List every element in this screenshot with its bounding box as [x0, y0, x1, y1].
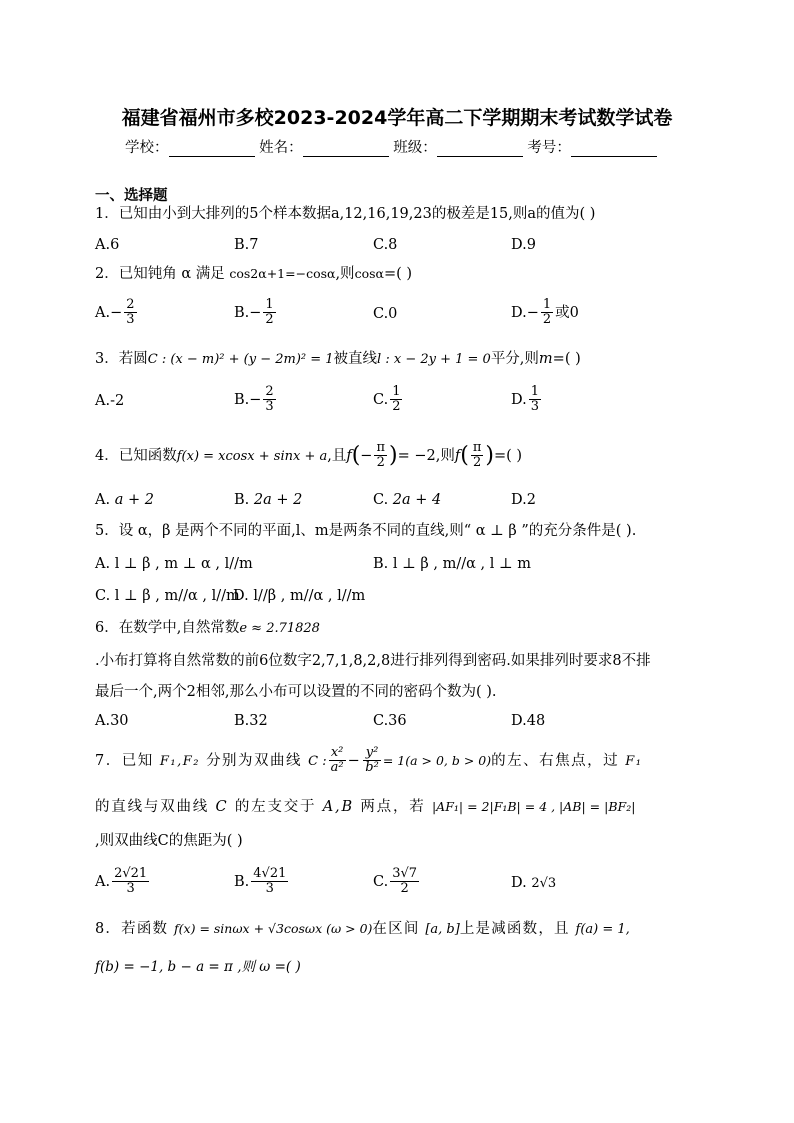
option-label: B. — [234, 873, 250, 890]
q2-formula: cos2α+1=−cosα — [229, 266, 336, 281]
exam-title: 福建省福州市多校2023-2024学年高二下学期期末考试数学试卷 — [121, 107, 673, 129]
fraction — [390, 867, 419, 897]
q7-formula: F₁,F₂ — [159, 753, 200, 769]
question-3-stem — [95, 352, 581, 367]
fraction — [124, 298, 136, 328]
option-label: C. — [373, 873, 389, 890]
q7-formula: |AF₁| = 2|F₁B| = 4 , |AB| = |BF₂| — [431, 799, 636, 814]
q1-option-b: B.7 — [234, 237, 259, 253]
q3-formula: C : (x − m)² + (y − 2m)² = 1 — [147, 352, 334, 367]
fraction — [374, 441, 387, 471]
q2-text: 2．已知钝角 α 满足 — [95, 266, 225, 282]
question-7-line2 — [95, 800, 635, 815]
numerator: 1 — [542, 297, 552, 312]
denominator: 2 — [376, 455, 385, 471]
number-blank[interactable] — [571, 140, 657, 157]
q4-option-c — [373, 493, 441, 508]
q3-option-a: A.-2 — [95, 393, 125, 409]
fraction — [529, 385, 541, 415]
number-label: 考号： — [527, 140, 571, 156]
fraction — [363, 746, 381, 776]
q6-option-b: B.32 — [234, 713, 268, 729]
class-label: 班级： — [393, 140, 437, 156]
numerator: 2√21 — [114, 866, 148, 881]
option-formula: 2a + 2 — [253, 492, 303, 508]
denominator: 2 — [392, 399, 401, 415]
numerator: 1 — [265, 297, 274, 312]
question-7-line3: ,则双曲线C的焦距为( ) — [95, 833, 243, 849]
q7-option-b — [234, 867, 290, 897]
q2-option-d: D.− $\frac{1}{2}$ 或0 — [511, 297, 579, 328]
denominator: 3 — [530, 399, 539, 415]
numerator: 1 — [392, 384, 401, 399]
q3-option-c — [373, 385, 404, 415]
q4-text: 4．已知函数 — [95, 447, 177, 464]
q2-option-a: A.− $\frac{2}{3}$ — [95, 297, 135, 328]
question-4-stem: 4．已知函数f(x) = xcosx + sinx + a,且f(− $\frac{\pi}{2}$ )= −2,则f( $\frac{\pi}{2}$ )=( ) — [95, 440, 523, 471]
q7-formula: F₁ — [625, 753, 643, 769]
option-label: B. — [234, 304, 250, 321]
q3-formula: l : x − 2y + 1 = 0 — [377, 352, 491, 367]
denominator: b² — [365, 760, 379, 776]
q1-option-c: C.8 — [373, 237, 398, 253]
q7-text: 的左、右焦点，过 — [491, 752, 620, 769]
q6-text: 6．在数学中,自然常数 — [95, 620, 240, 636]
fraction — [329, 746, 346, 776]
q7-formula: = 1(a > 0, b > 0) — [382, 752, 492, 768]
q7-formula: − — [347, 752, 362, 769]
q7-text: 两点，若 — [360, 799, 426, 815]
denominator: 3 — [265, 399, 274, 415]
school-label: 学校： — [125, 140, 169, 156]
q5-option-c: C. l ⊥ β , m//α , l//m — [95, 588, 240, 604]
numerator: x² — [329, 746, 346, 761]
question-7-line1 — [95, 746, 642, 776]
q3-option-d — [511, 385, 543, 415]
name-label: 姓名： — [259, 140, 303, 156]
school-blank[interactable] — [169, 140, 255, 157]
q4-formula: f(x) = xcosx + sinx + a — [176, 448, 328, 464]
numerator: 2 — [265, 384, 274, 399]
denominator: 3 — [126, 312, 135, 328]
q2-formula: cosα — [354, 266, 384, 281]
numerator: 1 — [530, 384, 539, 399]
q8-text: 在区间 — [372, 921, 420, 937]
q4-text: ,且 — [327, 447, 347, 464]
q8-text: 8．若函数 — [95, 921, 169, 937]
option-label: A. — [95, 304, 111, 321]
question-6-line3: 最后一个,两个2相邻,那么小布可以设置的不同的密码个数为( ). — [95, 684, 497, 700]
q3-text: 3．若圆 — [95, 351, 148, 367]
denominator: 3 — [265, 881, 274, 897]
q8-formula: f(x) = sinωx + √3cosωx (ω > 0) — [174, 921, 373, 936]
q4-text: ,则 — [435, 447, 455, 464]
name-blank[interactable] — [303, 140, 389, 157]
denominator: 3 — [126, 881, 135, 897]
fraction — [390, 385, 402, 415]
q7-option-d — [511, 876, 556, 891]
fraction — [251, 867, 288, 897]
q7-text: 分别为双曲线 — [206, 752, 303, 769]
question-5-stem: 5．设 α，β 是两个不同的平面,l、m是两条不同的直线,则“ α ⊥ β ”的充分条件是( ). — [95, 523, 637, 539]
option-label: B. — [234, 492, 250, 508]
q5-option-d: D. l//β , m//α , l//m — [233, 588, 366, 604]
q4-formula: = −2 — [397, 447, 436, 464]
option-label: A. — [95, 492, 111, 508]
q7-option-a — [95, 867, 151, 897]
q7-text: 的左支交于 — [234, 799, 317, 815]
q8-text: 上是减函数，且 — [459, 921, 570, 937]
q7-var: C — [215, 799, 229, 815]
question-6-stem — [95, 621, 320, 636]
denominator: 2 — [542, 312, 552, 328]
q8-formula: [a, b] — [425, 922, 460, 937]
fraction — [471, 441, 484, 471]
option-label: D. — [511, 391, 527, 408]
numerator: π — [472, 440, 482, 455]
q3-text: =( ) — [552, 351, 581, 367]
q2-text: =( ) — [383, 266, 413, 282]
option-label: B. — [234, 391, 250, 408]
question-2-stem — [95, 267, 412, 282]
q6-option-a: A.30 — [95, 713, 129, 729]
q6-option-d: D.48 — [511, 713, 546, 729]
q5-option-a: A. l ⊥ β , m ⊥ α , l//m — [95, 556, 253, 572]
q1-option-d: D.9 — [511, 237, 536, 253]
numerator: y² — [363, 746, 381, 761]
q7-text: 的直线与双曲线 — [95, 799, 210, 815]
q3-text: 被直线 — [333, 351, 378, 367]
denominator: a² — [330, 760, 344, 776]
question-6-line2: .小布打算将自然常数的前6位数字2,7,1,8,2,8进行排列得到密码.如果排列时要求8不排 — [95, 653, 651, 669]
numerator: 4√21 — [253, 866, 287, 881]
section-heading: 一、选择题 — [95, 188, 168, 204]
question-1-stem: 1．已知由小到大排列的5个样本数据a,12,16,19,23的极差是15,则a的值为( ) — [95, 206, 596, 222]
q3-text: 平分,则 — [490, 351, 539, 367]
option-tail: 或0 — [555, 304, 579, 321]
denominator: 2 — [400, 881, 409, 897]
denominator: 2 — [265, 312, 274, 328]
numerator: π — [376, 440, 385, 455]
q2-text: ,则 — [335, 266, 355, 282]
option-label: D. — [511, 304, 527, 321]
q2-option-b: B.− $\frac{1}{2}$ — [234, 297, 274, 328]
fraction — [112, 867, 149, 897]
q7-text: 7．已知 — [95, 752, 154, 769]
option-label: C. — [373, 492, 389, 508]
q5-option-b: B. l ⊥ β , m//α , l ⊥ m — [373, 556, 531, 572]
q4-option-b — [234, 493, 302, 508]
q2-option-c: C.0 — [373, 306, 398, 322]
numerator: 2 — [126, 297, 135, 312]
q3-var: m — [538, 351, 553, 367]
student-info-row — [125, 136, 657, 157]
option-label: A. — [95, 873, 111, 890]
q7-formula: C : — [308, 753, 327, 769]
q4-option-a — [95, 493, 154, 508]
q1-option-a: A.6 — [95, 237, 120, 253]
q4-option-d: D.2 — [511, 492, 536, 508]
q6-formula: e ≈ 2.71828 — [239, 621, 320, 636]
option-formula: 2√3 — [531, 876, 557, 891]
option-formula: 2a + 4 — [392, 492, 442, 508]
q3-option-b: B.− $\frac{2}{3}$ — [234, 384, 274, 415]
question-8-line1 — [95, 922, 630, 937]
fraction — [541, 298, 553, 328]
option-label: D. — [511, 875, 527, 891]
q7-option-c — [373, 867, 421, 897]
class-blank[interactable] — [437, 140, 523, 157]
fraction — [263, 385, 275, 415]
numerator: 3√7 — [392, 866, 418, 881]
option-formula: a + 2 — [114, 492, 154, 508]
question-8-line2: f(b) = −1, b − a = π ,则 ω =( ) — [95, 959, 301, 975]
q4-text: =( ) — [493, 447, 523, 464]
q6-option-c: C.36 — [373, 713, 407, 729]
q7-var: A,B — [322, 799, 354, 815]
denominator: 2 — [472, 455, 482, 471]
fraction — [263, 298, 275, 328]
option-label: C. — [373, 391, 389, 408]
q8-formula: f(a) = 1, — [575, 922, 630, 937]
